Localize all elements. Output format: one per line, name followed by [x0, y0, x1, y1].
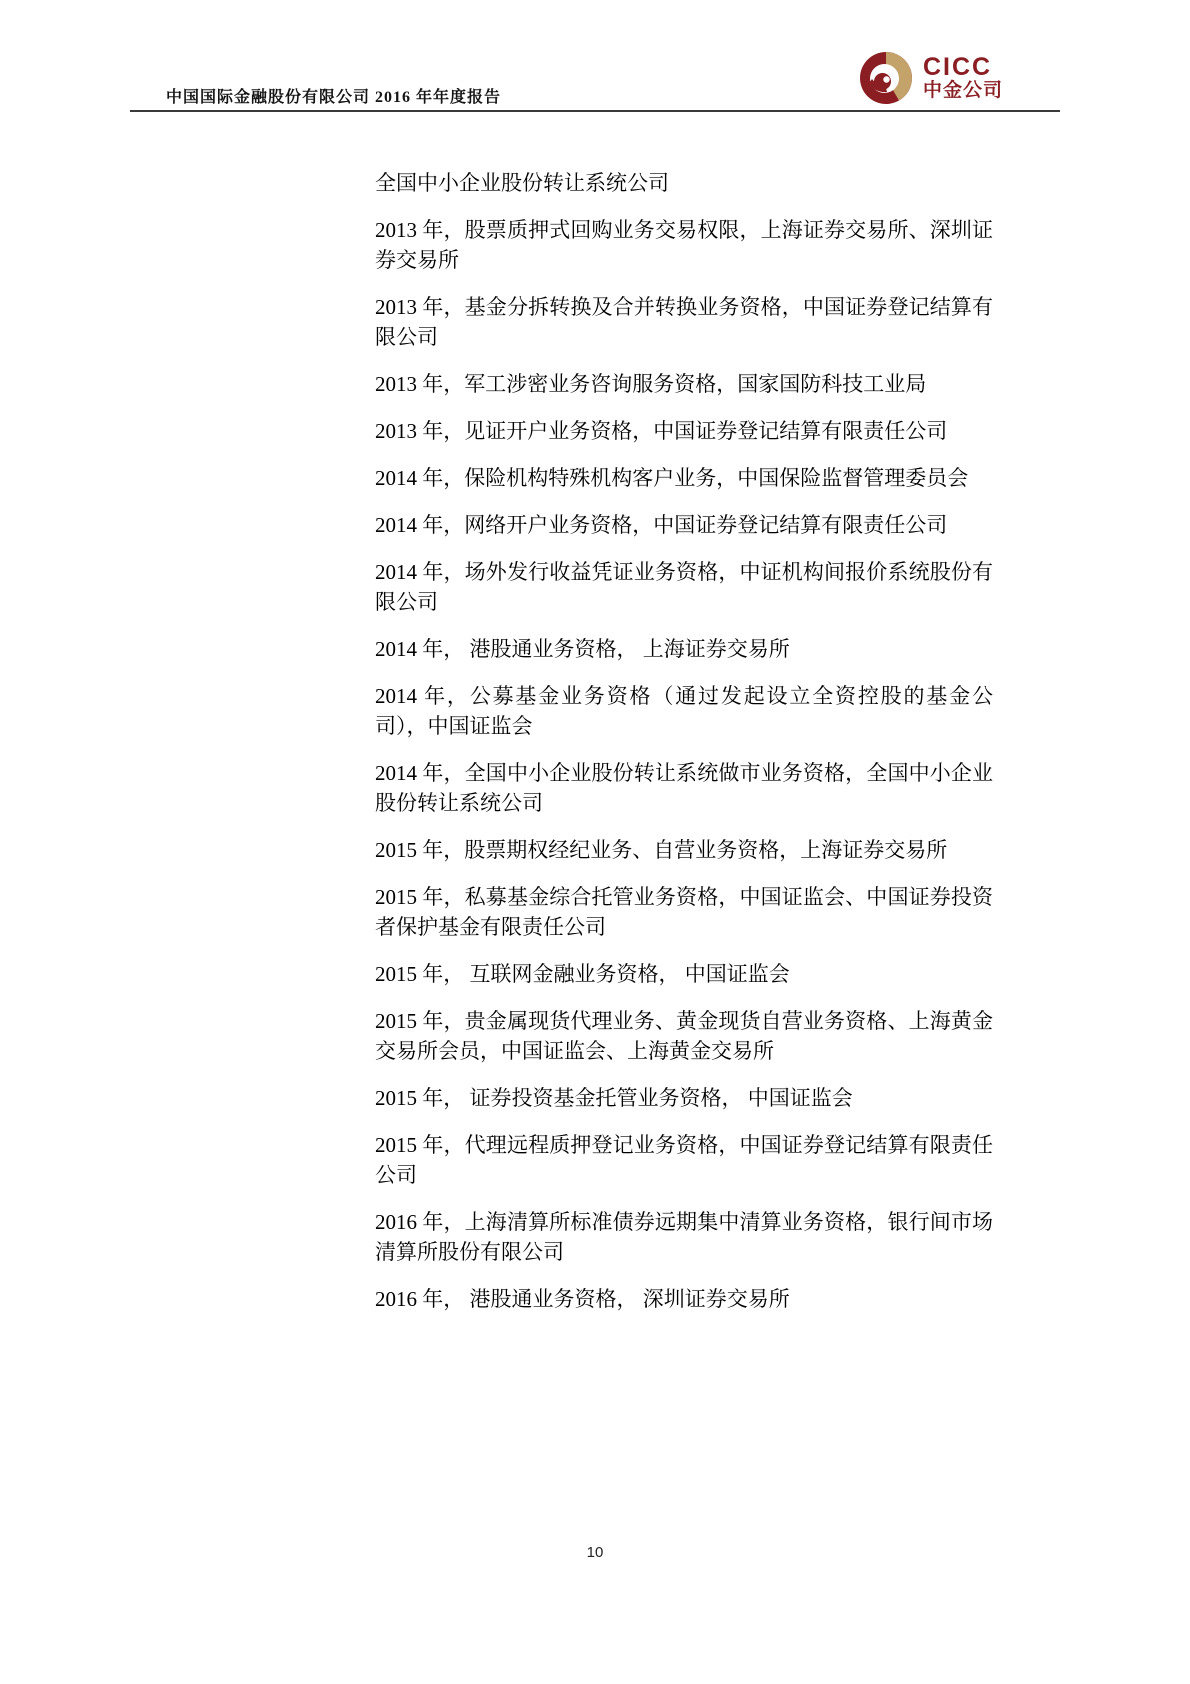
brand-name-en: CICC: [923, 52, 993, 81]
license-item: 2014 年，场外发行收益凭证业务资格，中证机构间报价系统股份有限公司: [375, 560, 993, 614]
license-item: 2013 年，股票质押式回购业务交易权限，上海证券交易所、深圳证券交易所: [375, 218, 993, 272]
license-item: 2013 年，军工涉密业务咨询服务资格，国家国防科技工业局: [375, 372, 927, 396]
cicc-logo-icon: [860, 52, 912, 104]
license-item: 2016 年，上海清算所标准债券远期集中清算业务资格，银行间市场清算所股份有限公司: [375, 1210, 993, 1264]
license-item: 2014 年，网络开户业务资格，中国证券登记结算有限责任公司: [375, 513, 948, 537]
license-item: 2014 年，全国中小企业股份转让系统做市业务资格，全国中小企业股份转让系统公司: [375, 761, 993, 815]
license-item: 2014 年，保险机构特殊机构客户业务，中国保险监督管理委员会: [375, 466, 969, 490]
license-item: 2015 年，贵金属现货代理业务、黄金现货自营业务资格、上海黄金交易所会员，中国证监会、上海黄金交易所: [375, 1009, 993, 1063]
license-item: 2015 年， 互联网金融业务资格， 中国证监会: [375, 962, 790, 986]
license-list: [375, 168, 993, 1331]
license-item: 全国中小企业股份转让系统公司: [375, 171, 669, 195]
page-number: 10: [586, 1544, 604, 1561]
license-item: 2014 年，公募基金业务资格（通过发起设立全资控股的基金公司），中国证监会: [375, 684, 993, 738]
license-item: 2013 年，见证开户业务资格，中国证券登记结算有限责任公司: [375, 419, 948, 443]
license-item: 2015 年，私募基金综合托管业务资格，中国证监会、中国证券投资者保护基金有限责任公司: [375, 885, 993, 939]
license-item: 2016 年， 港股通业务资格， 深圳证券交易所: [375, 1287, 790, 1311]
cicc-wordmark: [923, 52, 1004, 102]
license-item: 2015 年， 证券投资基金托管业务资格， 中国证监会: [375, 1086, 853, 1110]
cicc-logo: [860, 52, 1003, 104]
license-item: 2014 年， 港股通业务资格， 上海证券交易所: [375, 637, 790, 661]
license-item: 2013 年，基金分拆转换及合并转换业务资格，中国证券登记结算有限公司: [375, 295, 993, 349]
license-item: 2015 年，代理远程质押登记业务资格，中国证券登记结算有限责任公司: [375, 1133, 993, 1187]
header-rule: [130, 110, 1060, 112]
license-item: 2015 年，股票期权经纪业务、自营业务资格，上海证券交易所: [375, 838, 948, 862]
report-title: 中国国际金融股份有限公司 2016 年年度报告: [166, 89, 502, 106]
brand-name-zh: 中金公司: [923, 79, 1004, 101]
